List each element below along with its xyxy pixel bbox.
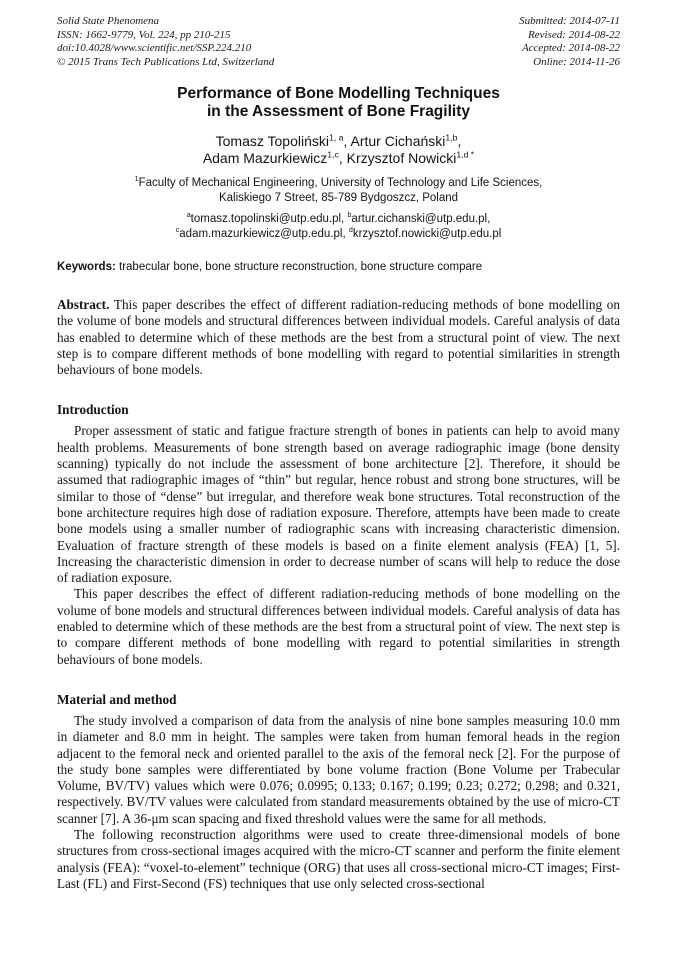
submitted-date: Submitted: 2014-07-11 <box>519 15 620 27</box>
journal-info <box>57 15 274 69</box>
emails-line-2: $^c$adam.mazurkiewicz@utp.edu.pl, $^d$krzysztof.nowicki@utp.edu.pl <box>175 225 502 240</box>
author-emails-block <box>57 212 620 241</box>
keywords-label: Keywords: <box>57 261 116 273</box>
authors-block <box>57 133 620 167</box>
abstract-text: This paper describes the effect of different radiation-reducing methods of bone modelling on the volume of bone models and structural differences between individual models. Careful analysis of data has enabled to determine which of these methods are the best from a structural point of view. The next step is to compare different methods of bone modelling with regard to potential similarities in strength behaviours of bone models. <box>57 297 620 378</box>
material-paragraph-2: The following reconstruction algorithms were used to create three-dimensional models of bone structures from cross-sectional images acquired with the micro-CT scanner and perform the finite element analysis (FEA): “voxel-to-element” technique (ORG) that uses all cross-sectional micro-CT images; First-Last (FL) and First-Second (FS) techniques that use only selected cross-sectional <box>57 827 620 891</box>
introduction-paragraph-1: Proper assessment of static and fatigue fracture strength of bones in patients can help to avoid many health problems. Measurements of bone strength based on average radiographic image (bone density scanning) typically do not include the assessment of bone architecture [2]. Therefore, it should be assumed that radiographic images of “thin” but regular, hence robust and strong bone structures, will be similar to those of “dense” but irregular, and therefore weak bone structures. Total reconstruction of the bone architecture requires high dose of radiation exposure. Therefore, attempts have been made to create bone models using a smaller number of radiographic scans with increasing characteristic dimension. Evaluation of fracture strength of these models is based on a finite element analysis (FEA) [1, 5]. Increasing the characteristic dimension in order to decrease number of scans will help to reduce the dose of radiation exposure. <box>57 423 620 586</box>
page-title <box>57 85 620 121</box>
revised-date: Revised: 2014-08-22 <box>528 28 620 41</box>
authors-line-1: Tomasz Topoliński$^{1, a}$, Artur Cichański$^{1,b}$, <box>215 132 462 149</box>
affiliation-line-1: $^1$Faculty of Mechanical Engineering, University of Technology and Life Sciences, <box>134 175 543 189</box>
online-date: Online: 2014-11-26 <box>533 55 620 68</box>
article-dates <box>519 15 620 69</box>
accepted-date: Accepted: 2014-08-22 <box>521 42 620 54</box>
page-header <box>57 15 620 69</box>
section-heading-introduction: Introduction <box>57 402 129 418</box>
material-paragraph-1: The study involved a comparison of data from the analysis of nine bone samples measuring 10.0 mm in diameter and 8.0 mm in height. The samples were taken from human femoral heads in the region adjacent to the femoral neck and oriented parallel to the axis of the femoral neck [2]. For the purpose of the study bone samples were differentiated by bone volume fraction (Bone Volume per Trabecular Volume, BV/TV) values which were 0.076; 0.0995; 0.133; 0.167; 0.199; 0.23; 0.272; 0.298; and 0.321, respectively. BV/TV values were calculated from standard measurements obtained by the use of micro-CT scanner [7]. A 36-μm scan spacing and fixed threshold values were the same for all methods. <box>57 712 620 826</box>
introduction-paragraph-2: This paper describes the effect of different radiation-reducing methods of bone modelling on the volume of bone models and structural differences between individual models. Careful analysis of data has enabled to determine which of these methods are the best from a structural point of view. The next step is to compare different methods of bone modelling with regard to potential similarities in strength behaviours of bone models. <box>57 586 620 667</box>
authors-line-2: Adam Mazurkiewicz$^{1,c}$, Krzysztof Nowicki$^{1,d *}$ <box>202 149 475 166</box>
section-heading-material-and-method: Material and method <box>57 691 177 707</box>
journal-issn-volume: ISSN: 1662-9779, Vol. 224, pp 210-215 <box>57 28 231 41</box>
keywords-text: trabecular bone, bone structure reconstruction, bone structure compare <box>119 261 483 273</box>
journal-copyright: © 2015 Trans Tech Publications Ltd, Switzerland <box>57 55 275 68</box>
title-line-2: in the Assessment of Bone Fragility <box>207 103 470 120</box>
affiliation-block <box>57 176 620 205</box>
abstract-paragraph <box>57 297 620 378</box>
journal-title: Solid State Phenomena <box>57 15 160 27</box>
abstract-label: Abstract. <box>57 297 110 312</box>
emails-line-1: $^a$tomasz.topolinski@utp.edu.pl, $^b$artur.cichanski@utp.edu.pl, <box>186 211 491 225</box>
journal-doi: doi:10.4028/www.scientific.net/SSP.224.210 <box>57 42 252 54</box>
affiliation-line-2: Kaliskiego 7 Street, 85-789 Bydgoszcz, Poland <box>218 191 459 204</box>
title-line-1: Performance of Bone Modelling Techniques <box>177 85 500 102</box>
keywords-line <box>57 260 620 274</box>
